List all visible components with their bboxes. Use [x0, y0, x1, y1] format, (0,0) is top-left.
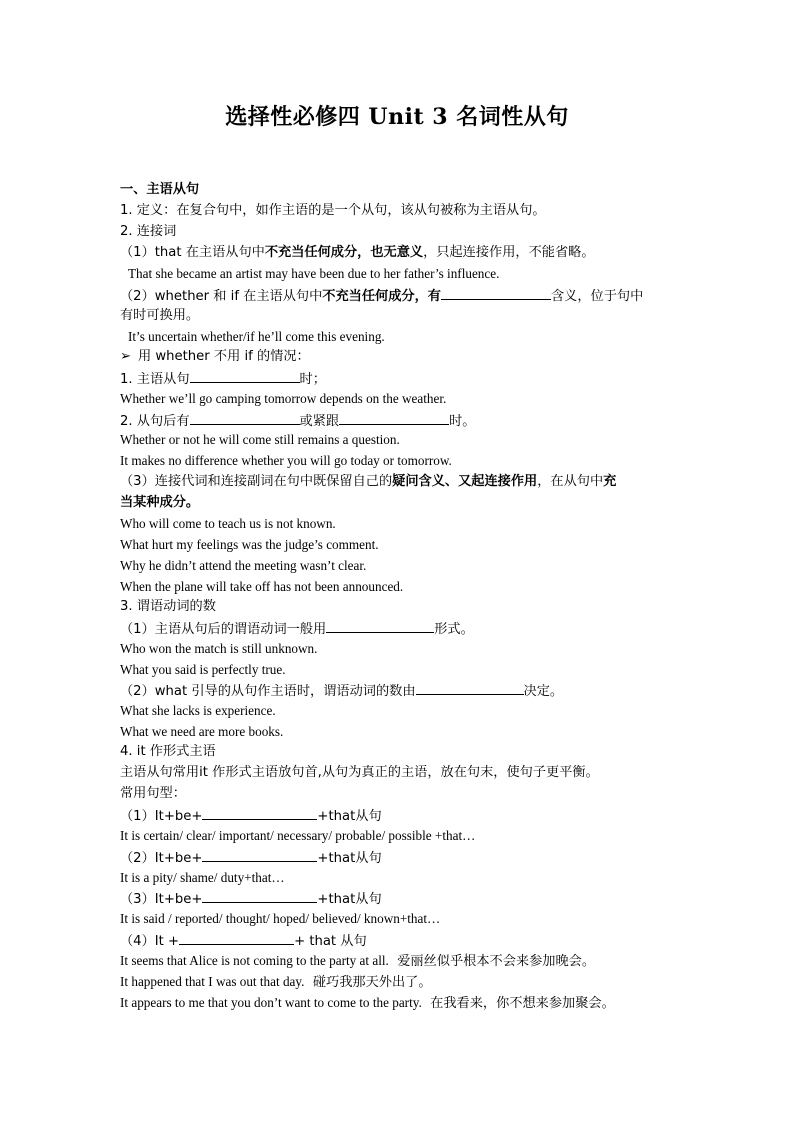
definition-line: 1. 定义：在复合句中，如作主语的是一个从句，该从句被称为主语从句。	[120, 203, 546, 218]
connective-pronoun-rule-continued: 当某种成分。	[120, 495, 200, 510]
text: +that从句	[317, 851, 382, 866]
formal-subject-explanation: 主语从句常用it 作形式主语放句首,从句为真正的主语，放在句末，使句子更平衡。	[120, 765, 599, 780]
verb-number-rule-1	[120, 618, 680, 640]
fill-in-blank[interactable]	[190, 368, 300, 383]
example-sentence: When the plane will take off has not been announced.	[120, 579, 404, 594]
whether-not-if-heading	[120, 347, 680, 367]
fill-in-blank[interactable]	[441, 285, 551, 300]
bold-text: 疑问含义、又起连接作用	[392, 474, 538, 489]
verb-number-rule-2	[120, 680, 680, 702]
connective-pronoun-rule-line	[120, 472, 680, 492]
text: 2. 从句后有	[120, 414, 190, 429]
case-1-line	[120, 368, 680, 390]
example-sentence: What hurt my feelings was the judge’s comment.	[120, 537, 379, 552]
pattern-3	[120, 888, 680, 910]
example-with-translation	[120, 951, 680, 972]
english-sentence: It happened that I was out that day.	[120, 974, 305, 989]
example-sentence: Who will come to teach us is not known.	[120, 516, 336, 531]
text: 用 whether 不用 if 的情况：	[138, 349, 310, 364]
example-with-translation	[120, 972, 680, 993]
example-sentence: What we need are more books.	[120, 724, 284, 739]
text: （3）连接代词和连接副词在句中既保留自己的	[120, 474, 393, 489]
text: （2）whether 和 if 在主语从句中	[120, 289, 323, 304]
fill-in-blank[interactable]	[202, 847, 317, 862]
text: ，只起连接作用，不能省略。	[423, 245, 595, 260]
pattern-4	[120, 930, 680, 952]
page-title: 选择性必修四 Unit 3 名词性从句	[225, 104, 569, 130]
fill-in-blank[interactable]	[202, 805, 317, 820]
example-sentence: It makes no difference whether you will go today or tomorrow.	[120, 453, 452, 468]
text: 或紧跟	[299, 414, 340, 429]
text: 含义，位于句中	[550, 289, 644, 304]
text: ，在从句中	[537, 474, 604, 489]
pattern-2	[120, 847, 680, 869]
fill-in-blank[interactable]	[179, 930, 294, 945]
fill-in-blank[interactable]	[326, 618, 434, 633]
whether-if-rule-line	[120, 285, 680, 307]
pattern-1	[120, 805, 680, 827]
fill-in-blank[interactable]	[190, 410, 300, 425]
example-sentence: Whether or not he will come still remains a question.	[120, 432, 400, 447]
bold-text: 不充当任何成分，也无意义	[264, 245, 424, 260]
pattern-3-example: It is said / reported/ thought/ hoped/ believed/ known+that…	[120, 911, 441, 926]
text: （2）what 引导的从句作主语时，谓语动词的数由	[120, 684, 416, 699]
text: 形式。	[434, 622, 474, 637]
text: （1）that 在主语从句中	[120, 245, 265, 260]
text: 时；	[299, 372, 326, 387]
text: +that从句	[317, 809, 382, 824]
text: + that 从句	[294, 934, 367, 949]
example-sentence: Who won the match is still unknown.	[120, 641, 318, 656]
text: 时。	[449, 414, 476, 429]
english-sentence: It appears to me that you don’t want to come to the party.	[120, 995, 422, 1010]
example-sentence: What you said is perfectly true.	[120, 662, 286, 677]
formal-subject-heading: 4. it 作形式主语	[120, 744, 216, 759]
fill-in-blank[interactable]	[339, 410, 449, 425]
example-sentence: What she lacks is experience.	[120, 703, 276, 718]
bold-text: 充	[603, 474, 617, 489]
chinese-translation: 碰巧我那天外出了。	[312, 975, 432, 990]
chinese-translation: 在我看来，你不想来参加聚会。	[430, 996, 615, 1011]
case-2-line	[120, 410, 680, 432]
example-sentence: Why he didn’t attend the meeting wasn’t clear.	[120, 558, 367, 573]
example-with-translation	[120, 993, 680, 1014]
english-sentence: It seems that Alice is not coming to the party at all.	[120, 953, 389, 968]
connectives-heading: 2. 连接词	[120, 224, 177, 239]
whether-if-rule-continued: 有时可换用。	[120, 308, 200, 323]
text: （3）It+be+	[120, 892, 203, 907]
text: （1）It+be+	[120, 809, 203, 824]
that-rule-line	[120, 243, 680, 263]
bold-text: 不充当任何成分，有	[322, 289, 441, 304]
text: +that从句	[317, 892, 382, 907]
pattern-2-example: It is a pity/ shame/ duty+that…	[120, 870, 285, 885]
text: 1. 主语从句	[120, 372, 190, 387]
section-heading-subject-clause: 一、主语从句	[120, 182, 200, 197]
common-patterns-heading: 常用句型：	[120, 786, 186, 801]
pattern-1-example: It is certain/ clear/ important/ necessary/ probable/ possible +that…	[120, 828, 476, 843]
text: （4）It +	[120, 934, 180, 949]
text: （2）It+be+	[120, 851, 203, 866]
chinese-translation: 爱丽丝似乎根本不会来参加晚会。	[397, 954, 596, 969]
fill-in-blank[interactable]	[416, 680, 524, 695]
example-sentence: It’s uncertain whether/if he’ll come this evening.	[128, 329, 385, 344]
example-sentence: Whether we’ll go camping tomorrow depends on the weather.	[120, 391, 447, 406]
fill-in-blank[interactable]	[202, 888, 317, 903]
verb-number-heading: 3. 谓语动词的数	[120, 599, 216, 614]
text: （1）主语从句后的谓语动词一般用	[120, 622, 327, 637]
example-sentence: That she became an artist may have been due to her father’s influence.	[128, 266, 500, 281]
text: 决定。	[523, 684, 564, 699]
arrow-bullet-icon: ➢	[120, 349, 132, 364]
